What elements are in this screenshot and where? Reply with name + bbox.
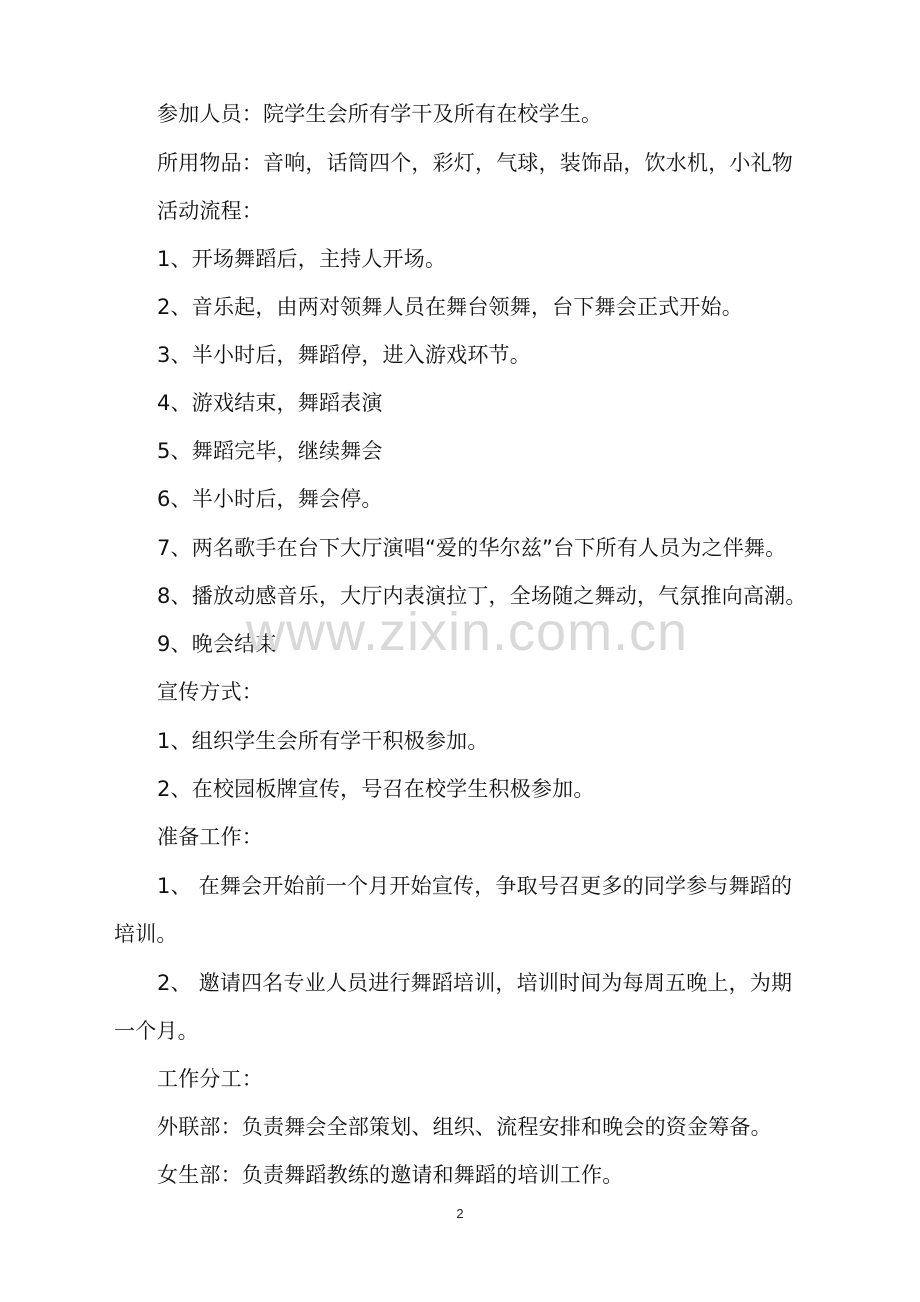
page-number: 2 [456,1206,464,1221]
division-female-dept: 女生部：负责舞蹈教练的邀请和舞蹈的培训工作。 [157,1163,624,1187]
process-heading: 活动流程： [157,199,263,223]
process-step-1: 1、开场舞蹈后，主持人开场。 [157,247,447,271]
process-step-5: 5、舞蹈完毕，继续舞会 [157,439,383,463]
promotion-item-2: 2、在校园板牌宣传，号召在校学生积极参加。 [157,777,595,801]
process-step-8: 8、播放动感音乐，大厅内表演拉丁，全场随之舞动，气氛推向高潮。 [157,584,807,608]
promotion-heading: 宣传方式： [157,680,263,704]
preparation-heading: 准备工作： [157,825,263,849]
process-step-2: 2、音乐起，由两对领舞人员在舞台领舞，台下舞会正式开始。 [157,295,743,319]
watermark: www.zixin.com.cn [246,602,689,662]
process-step-4: 4、游戏结束，舞蹈表演 [157,391,383,415]
process-step-3: 3、半小时后，舞蹈停，进入游戏环节。 [157,343,531,367]
participants-line: 参加人员：院学生会所有学干及所有在校学生。 [157,102,603,126]
division-heading: 工作分工： [157,1067,263,1091]
preparation-item-2: 2、 邀请四名专业人员进行舞蹈培训，培训时间为每周五晚上，为期 [157,971,793,995]
promotion-item-1: 1、组织学生会所有学干积极参加。 [157,729,489,753]
supplies-line: 所用物品：音响，话筒四个，彩灯，气球，装饰品，饮水机，小礼物 [157,151,793,175]
process-step-6: 6、半小时后，舞会停。 [157,487,383,511]
preparation-item-1: 1、 在舞会开始前一个月开始宣传，争取号召更多的同学参与舞蹈的 [157,874,793,898]
preparation-item-2-continued: 一个月。 [114,1019,199,1043]
process-step-9: 9、晚会结束 [157,632,277,656]
process-step-7: 7、两名歌手在台下大厅演唱“爱的华尔兹”台下所有人员为之伴舞。 [157,536,787,560]
division-external-dept: 外联部：负责舞会全部策划、组织、流程安排和晚会的资金筹备。 [157,1115,772,1139]
preparation-item-1-continued: 培训。 [114,922,178,946]
